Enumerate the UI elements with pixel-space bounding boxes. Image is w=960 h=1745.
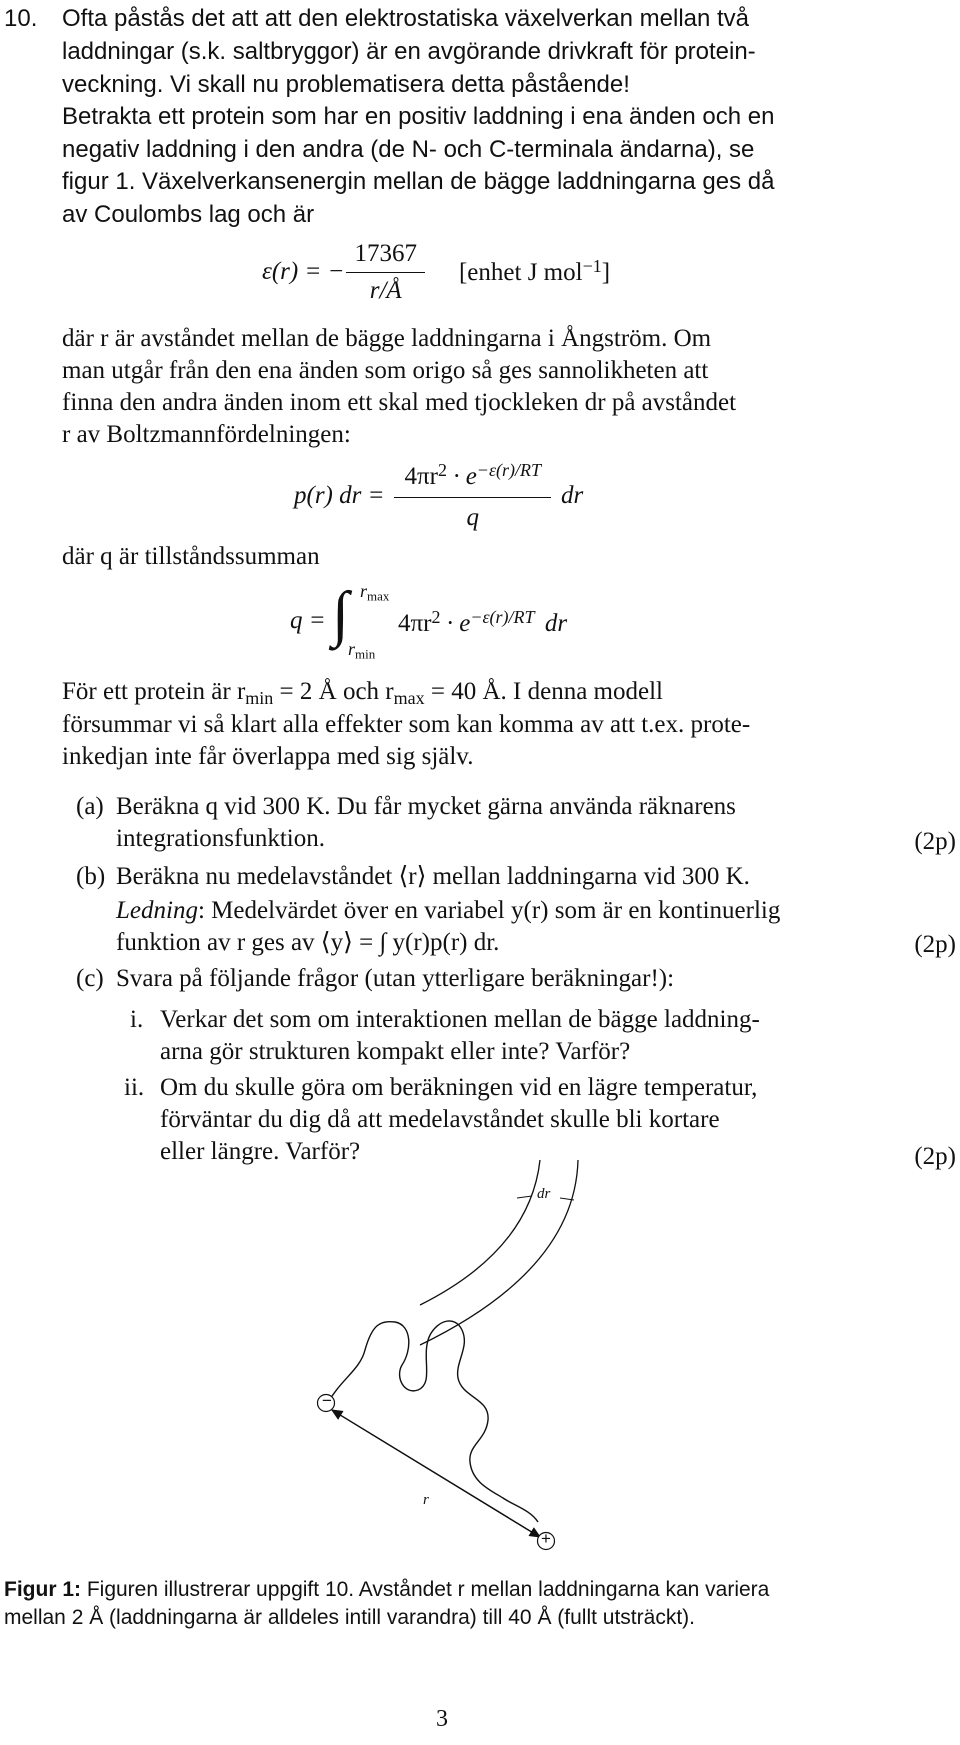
eq2-num-a-exp: 2	[437, 459, 447, 480]
para3-line-3: finna den andra änden inom ett skal med tjockleken dr på avståndet	[62, 389, 737, 416]
part-b-points: (2p)	[914, 931, 956, 958]
eq2-lhs: p(r) dr =	[294, 482, 385, 509]
intro-line-2: laddningar (s.k. saltbryggor) är en avgörande drivkraft för protein-	[62, 38, 756, 65]
q-intro: där q är tillståndssumman	[62, 543, 320, 570]
part-a-line-1: Beräkna q vid 300 K. Du får mycket gärna använda räknarens	[116, 793, 736, 820]
para4-b: = 2 Å och r	[273, 678, 394, 705]
eq1-lhs: ε(r) = −	[262, 258, 345, 285]
part-c-ii-line-1: Om du skulle göra om beräkningen vid en lägre temperatur,	[160, 1074, 758, 1101]
distance-arrow-back	[332, 1410, 538, 1536]
part-c-i-line-1: Verkar det som om interaktionen mellan de bägge laddning-	[160, 1006, 760, 1033]
part-b-line-3: funktion av r ges av ⟨y⟩ = ∫ y(r)p(r) dr.	[116, 929, 500, 956]
eq1-unit-close: ]	[601, 259, 611, 287]
eq2-num-b: · e	[453, 463, 477, 491]
shell-arc-inner	[420, 1160, 540, 1305]
para2-line-4: av Coulombs lag och är	[62, 201, 315, 228]
plus-sign-icon: +	[541, 1529, 551, 1548]
part-b-hint-label: Ledning	[116, 897, 198, 924]
eq1-unit-open: [enhet J mol	[458, 259, 583, 287]
figure-caption-label: Figur 1:	[4, 1578, 81, 1601]
page-number: 3	[436, 1706, 448, 1732]
figure-label-r: r	[423, 1492, 429, 1508]
eq3-body-b-exp: −ε(r)/RT	[470, 607, 535, 627]
part-c-label: (c)	[76, 965, 104, 992]
protein-chain	[328, 1321, 538, 1522]
para2-line-2: negativ laddning i den andra (de N- och C-terminala ändarna), se	[62, 136, 755, 163]
para3-line-1: där r är avståndet mellan de bägge laddningarna i Ångström. Om	[62, 325, 712, 352]
eq1-denominator: r/Å	[369, 276, 402, 304]
para2-line-3: figur 1. Växelverkansenergin mellan de bägge laddningarna ges då	[62, 168, 775, 195]
para2-line-1: Betrakta ett protein som har en positiv laddning i ena änden och en	[62, 103, 775, 130]
eq2-denominator: q	[466, 504, 480, 532]
part-c-ii-line-3: eller längre. Varför?	[160, 1138, 361, 1165]
problem-number: 10.	[4, 5, 38, 32]
part-b-hint-text: : Medelvärdet över en variabel y(r) som är en kontinuerlig	[197, 897, 781, 924]
integral-sign: ∫	[332, 580, 349, 648]
para4-line-2: försummar vi så klart alla effekter som kan komma av att t.ex. prote-	[62, 711, 751, 738]
para4-rmin-sub: min	[245, 688, 274, 709]
eq1-numerator: 17367	[346, 240, 425, 273]
part-a-label: (a)	[76, 793, 104, 820]
eq3-lhs: q =	[290, 607, 326, 634]
para4-a: För ett protein är r	[62, 678, 246, 705]
part-a-points: (2p)	[914, 828, 956, 855]
part-a-line-2: integrationsfunktion.	[116, 825, 325, 852]
figure-caption-line-1	[4, 1578, 769, 1602]
figure-caption-text-1: Figuren illustrerar uppgift 10. Avståndet r mellan laddningarna kan variera	[81, 1578, 770, 1601]
figure-caption-line-2: mellan 2 Å (laddningarna är alldeles intill varandra) till 40 Å (fullt utsträckt).	[4, 1606, 695, 1629]
part-c-ii-label: ii.	[124, 1074, 145, 1101]
part-c-ii-line-2: förväntar du dig då att medelavståndet skulle bli kortare	[160, 1106, 720, 1133]
para4-rmax-sub: max	[393, 688, 425, 709]
eq3-body-a-exp: 2	[431, 607, 441, 627]
part-c-i-label: i.	[130, 1006, 144, 1033]
shell-arc-outer	[420, 1160, 578, 1345]
eq2-num-b-exp: −ε(r)/RT	[476, 459, 542, 480]
eq3-lower: r	[348, 639, 356, 659]
part-c-i-line-2: arna gör strukturen kompakt eller inte? Varför?	[160, 1038, 631, 1065]
para3-line-2: man utgår från den ena änden som origo så ges sannolikheten att	[62, 357, 709, 384]
dr-tick-left	[517, 1196, 532, 1198]
eq3-rhs: dr	[544, 610, 568, 638]
minus-sign-icon: −	[322, 1391, 332, 1410]
eq3-body-a: 4πr	[398, 610, 432, 638]
figure-label-dr: dr	[537, 1186, 551, 1202]
part-c-line-1: Svara på följande frågor (utan ytterligare beräkningar!):	[116, 965, 675, 992]
para4-line-3: inkedjan inte får överlappa med sig själv.	[62, 743, 474, 770]
para3-line-4: r av Boltzmannfördelningen:	[62, 421, 351, 448]
para4-c: = 40 Å. I denna modell	[424, 678, 663, 705]
intro-line-1: Ofta påstås det att att den elektrostatiska växelverkan mellan två	[62, 5, 750, 32]
eq3-body-b: · e	[446, 610, 471, 638]
intro-line-3: veckning. Vi skall nu problematisera detta påstående!	[62, 71, 630, 98]
eq2-rhs: dr	[561, 482, 584, 509]
eq3-upper-sub: max	[367, 588, 390, 604]
eq2-num-a: 4πr	[404, 463, 438, 491]
eq3-lower-sub: min	[355, 646, 376, 662]
part-c-points: (2p)	[914, 1143, 956, 1170]
part-b-label: (b)	[76, 863, 106, 890]
eq1-unit-exp: −1	[582, 256, 602, 277]
part-b-line-1: Beräkna nu medelavståndet ⟨r⟩ mellan laddningarna vid 300 K.	[116, 863, 750, 890]
eq3-upper: r	[360, 581, 368, 601]
